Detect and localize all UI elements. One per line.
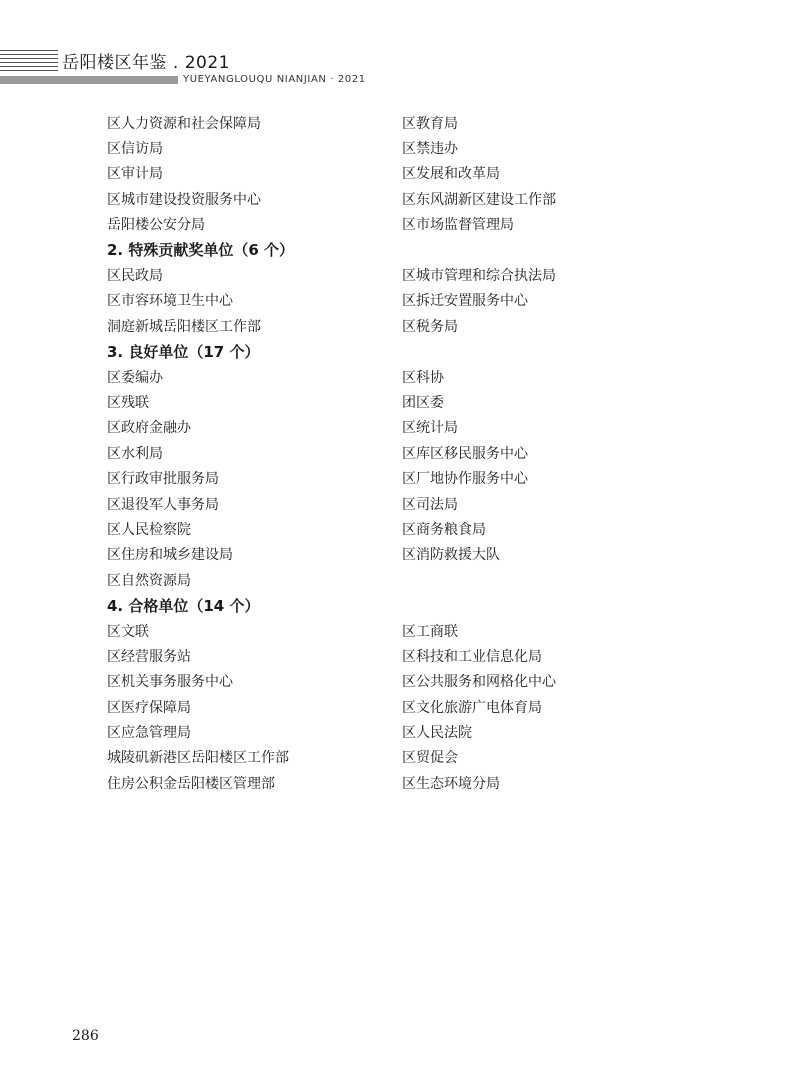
unit-name-right: 区工商联 [402,623,458,640]
running-header-title: 岳阳楼区年鉴 . 2021 [62,53,230,73]
unit-name-left: 区残联 [107,394,149,411]
unit-name-left: 区住房和城乡建设局 [107,547,233,564]
unit-name-right: 区发展和改革局 [402,166,500,183]
unit-name-left: 区自然资源局 [107,572,191,589]
header-lines-decoration [0,50,58,74]
list-row [107,516,627,541]
unit-name-left: 岳阳楼公安分局 [107,217,205,234]
unit-name-right: 区市场监督管理局 [402,217,514,234]
list-row [107,770,627,795]
list-row [107,389,627,414]
unit-name-right: 区税务局 [402,318,458,335]
unit-name-right: 区禁违办 [402,141,458,158]
unit-name-right: 区科技和工业信息化局 [402,648,542,665]
unit-name-right: 区贸促会 [402,750,458,767]
list-row [107,567,627,592]
list-row [107,491,627,516]
list-row [107,440,627,465]
list-row [107,262,627,287]
list-row [107,719,627,744]
unit-name-right: 区司法局 [402,496,458,513]
list-row [107,161,627,186]
list-row [107,618,627,643]
list-row [107,542,627,567]
unit-name-left: 区审计局 [107,166,163,183]
list-row [107,110,627,135]
page-number: 286 [72,1028,99,1044]
unit-name-left: 区经营服务站 [107,648,191,665]
list-row [107,643,627,668]
unit-list [107,110,627,796]
header-bar-decoration [0,76,178,84]
unit-name-left: 区水利局 [107,445,163,462]
unit-name-right: 区拆迁安置服务中心 [402,293,528,310]
list-row [107,313,627,338]
unit-name-left: 区政府金融办 [107,420,191,437]
unit-name-right: 区文化旅游广电体育局 [402,699,542,716]
list-row [107,288,627,313]
unit-name-right: 区公共服务和网格化中心 [402,674,556,691]
unit-name-left: 区人民检察院 [107,521,191,538]
section-heading: 3. 良好单位（17 个） [107,342,260,361]
unit-name-left: 区委编办 [107,369,163,386]
section-heading: 4. 合格单位（14 个） [107,596,260,615]
unit-name-left: 区人力资源和社会保障局 [107,115,261,132]
unit-name-right: 团区委 [402,394,444,411]
unit-name-right: 区生态环境分局 [402,775,500,792]
unit-name-left: 区信访局 [107,141,163,158]
unit-name-left: 城陵矶新港区岳阳楼区工作部 [107,750,289,767]
unit-name-right: 区科协 [402,369,444,386]
list-row [107,212,627,237]
list-row [107,694,627,719]
unit-name-right: 区统计局 [402,420,458,437]
list-row [107,415,627,440]
unit-name-left: 住房公积金岳阳楼区管理部 [107,775,275,792]
list-row [107,364,627,389]
unit-name-left: 洞庭新城岳阳楼区工作部 [107,318,261,335]
running-header-subtitle: YUEYANGLOUQU NIANJIAN · 2021 [183,74,366,85]
unit-name-left: 区城市建设投资服务中心 [107,191,261,208]
list-row [107,745,627,770]
unit-name-right: 区库区移民服务中心 [402,445,528,462]
unit-name-right: 区厂地协作服务中心 [402,471,528,488]
unit-name-right: 区人民法院 [402,725,472,742]
unit-name-left: 区退役军人事务局 [107,496,219,513]
unit-name-right: 区消防救援大队 [402,547,500,564]
unit-name-left: 区市容环境卫生中心 [107,293,233,310]
unit-name-right: 区商务粮食局 [402,521,486,538]
unit-name-left: 区医疗保障局 [107,699,191,716]
unit-name-right: 区教育局 [402,115,458,132]
unit-name-left: 区机关事务服务中心 [107,674,233,691]
unit-name-right: 区城市管理和综合执法局 [402,268,556,285]
list-row [107,186,627,211]
unit-name-left: 区民政局 [107,268,163,285]
list-row [107,465,627,490]
unit-name-right: 区东风湖新区建设工作部 [402,191,556,208]
unit-name-left: 区文联 [107,623,149,640]
unit-name-left: 区应急管理局 [107,725,191,742]
section-heading: 2. 特殊贡献奖单位（6 个） [107,241,295,260]
list-row [107,669,627,694]
unit-name-left: 区行政审批服务局 [107,471,219,488]
list-row [107,135,627,160]
